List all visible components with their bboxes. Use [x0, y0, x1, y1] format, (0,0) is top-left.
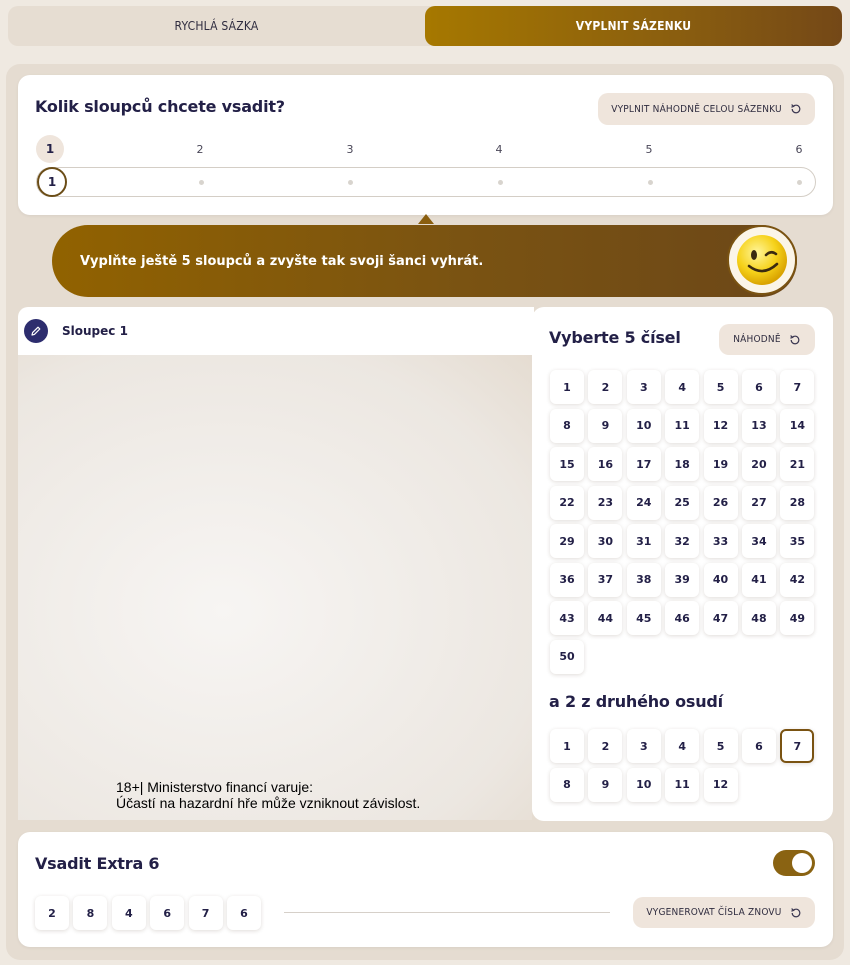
- regenerate-numbers-button[interactable]: [633, 897, 815, 928]
- extra6-toggle[interactable]: [773, 850, 815, 876]
- refresh-icon: [789, 334, 801, 346]
- columns-count-labels: [36, 135, 836, 163]
- number-cell[interactable]: 12: [704, 409, 738, 443]
- number-cell[interactable]: 15: [550, 447, 584, 481]
- number-cell[interactable]: 9: [588, 409, 622, 443]
- number-cell[interactable]: 27: [742, 486, 776, 520]
- number-cell[interactable]: 20: [742, 447, 776, 481]
- second-number-cell[interactable]: 7: [780, 729, 814, 763]
- number-cell[interactable]: 46: [665, 601, 699, 635]
- second-number-cell[interactable]: 12: [704, 768, 738, 802]
- number-cell[interactable]: 8: [550, 409, 584, 443]
- number-cell[interactable]: 23: [588, 486, 622, 520]
- columns-count-title: Kolik sloupců chcete vsadit?: [35, 97, 285, 116]
- number-cell[interactable]: 37: [588, 563, 622, 597]
- number-cell[interactable]: 3: [627, 370, 661, 404]
- second-number-cell[interactable]: 11: [665, 768, 699, 802]
- number-cell[interactable]: 48: [742, 601, 776, 635]
- number-cell[interactable]: 17: [627, 447, 661, 481]
- column-label: Sloupec 1: [62, 324, 128, 338]
- number-cell[interactable]: 7: [780, 370, 814, 404]
- encouragement-banner: [52, 225, 797, 297]
- tab-fill-ticket[interactable]: VYPLNIT SÁZENKU: [425, 6, 842, 46]
- refresh-icon: [790, 907, 802, 919]
- number-cell[interactable]: 14: [780, 409, 814, 443]
- extra6-numbers: [35, 896, 261, 930]
- number-cell[interactable]: 19: [704, 447, 738, 481]
- second-number-cell[interactable]: 2: [588, 729, 622, 763]
- columns-count-slider[interactable]: [36, 167, 816, 197]
- slider-dot: [648, 180, 653, 185]
- gambling-warning: [116, 779, 420, 811]
- count-option-6[interactable]: 6: [795, 142, 803, 156]
- number-cell[interactable]: 2: [588, 370, 622, 404]
- number-cell[interactable]: 49: [780, 601, 814, 635]
- number-cell[interactable]: 44: [588, 601, 622, 635]
- warning-line-2: Účastí na hazardní hře může vzniknout závislost.: [116, 795, 421, 811]
- extra6-number: 7: [189, 896, 223, 930]
- second-number-cell[interactable]: 9: [588, 768, 622, 802]
- random-fill-all-label: VYPLNIT NÁHODNĚ CELOU SÁZENKU: [611, 103, 782, 115]
- slider-thumb[interactable]: 1: [37, 167, 67, 197]
- tab-quick-bet[interactable]: RYCHLÁ SÁZKA: [174, 19, 259, 33]
- number-cell[interactable]: 41: [742, 563, 776, 597]
- number-cell[interactable]: 34: [742, 524, 776, 558]
- number-cell[interactable]: 33: [704, 524, 738, 558]
- slider-dot: [199, 180, 204, 185]
- second-number-cell[interactable]: 6: [742, 729, 776, 763]
- number-cell[interactable]: 43: [550, 601, 584, 635]
- number-cell[interactable]: 5: [704, 370, 738, 404]
- number-cell[interactable]: 6: [742, 370, 776, 404]
- column-header: [18, 307, 534, 355]
- number-cell[interactable]: 26: [704, 486, 738, 520]
- extra6-number: 6: [227, 896, 261, 930]
- number-cell[interactable]: 32: [665, 524, 699, 558]
- number-cell[interactable]: 1: [550, 370, 584, 404]
- pencil-icon[interactable]: [24, 319, 48, 343]
- slider-dot: [348, 180, 353, 185]
- second-number-cell[interactable]: 8: [550, 768, 584, 802]
- extra6-number: 6: [150, 896, 184, 930]
- refresh-icon: [790, 103, 802, 115]
- extra6-card: [18, 832, 833, 947]
- number-selection-panel: [532, 307, 833, 821]
- divider-line: [284, 912, 610, 913]
- number-cell[interactable]: 31: [627, 524, 661, 558]
- number-cell[interactable]: 36: [550, 563, 584, 597]
- banner-pointer: [418, 214, 434, 224]
- second-number-cell[interactable]: 1: [550, 729, 584, 763]
- number-cell[interactable]: 40: [704, 563, 738, 597]
- extra6-title: Vsadit Extra 6: [35, 854, 160, 873]
- number-cell[interactable]: 25: [665, 486, 699, 520]
- bet-type-tabs: [8, 6, 842, 46]
- toggle-knob: [792, 853, 812, 873]
- extra6-number: 4: [112, 896, 146, 930]
- number-cell[interactable]: 45: [627, 601, 661, 635]
- second-number-cell[interactable]: 5: [704, 729, 738, 763]
- count-option-4[interactable]: 4: [495, 142, 503, 156]
- extra6-number: 8: [73, 896, 107, 930]
- number-cell[interactable]: 16: [588, 447, 622, 481]
- number-cell[interactable]: 29: [550, 524, 584, 558]
- number-cell[interactable]: 24: [627, 486, 661, 520]
- number-cell[interactable]: 21: [780, 447, 814, 481]
- number-cell[interactable]: 42: [780, 563, 814, 597]
- number-cell[interactable]: 50: [550, 640, 584, 674]
- second-number-cell[interactable]: 10: [627, 768, 661, 802]
- number-cell[interactable]: 22: [550, 486, 584, 520]
- winking-smiley-icon: [727, 225, 797, 295]
- regenerate-numbers-label: VYGENEROVAT ČÍSLA ZNOVU: [646, 907, 782, 918]
- random-numbers-label: NÁHODNĚ: [733, 334, 781, 345]
- number-cell[interactable]: 38: [627, 563, 661, 597]
- second-number-cell[interactable]: 4: [665, 729, 699, 763]
- extra6-number: 2: [35, 896, 69, 930]
- count-option-1[interactable]: 1: [36, 135, 64, 163]
- number-cell[interactable]: 35: [780, 524, 814, 558]
- columns-count-card: [18, 75, 833, 215]
- random-fill-all-button[interactable]: [598, 93, 815, 125]
- slider-dot: [498, 180, 503, 185]
- count-option-5[interactable]: 5: [645, 142, 653, 156]
- slider-dot: [797, 180, 802, 185]
- count-option-3[interactable]: 3: [346, 142, 354, 156]
- number-cell[interactable]: 13: [742, 409, 776, 443]
- second-number-cell[interactable]: 3: [627, 729, 661, 763]
- main-number-grid: [550, 370, 814, 674]
- number-cell[interactable]: 47: [704, 601, 738, 635]
- random-numbers-button[interactable]: [719, 324, 815, 355]
- second-draw-title: a 2 z druhého osudí: [549, 692, 723, 711]
- number-cell[interactable]: 28: [780, 486, 814, 520]
- column-preview-area: [18, 355, 532, 820]
- count-option-2[interactable]: 2: [196, 142, 204, 156]
- banner-text: Vyplňte ještě 5 sloupců a zvyšte tak svoji šanci vyhrát.: [80, 253, 484, 269]
- number-cell[interactable]: 39: [665, 563, 699, 597]
- main-numbers-title: Vyberte 5 čísel: [549, 328, 681, 347]
- warning-line-1: 18+| Ministerstvo financí varuje:: [116, 779, 314, 795]
- number-cell[interactable]: 4: [665, 370, 699, 404]
- second-number-grid: [550, 729, 814, 802]
- number-cell[interactable]: 11: [665, 409, 699, 443]
- number-cell[interactable]: 30: [588, 524, 622, 558]
- number-cell[interactable]: 10: [627, 409, 661, 443]
- number-cell[interactable]: 18: [665, 447, 699, 481]
